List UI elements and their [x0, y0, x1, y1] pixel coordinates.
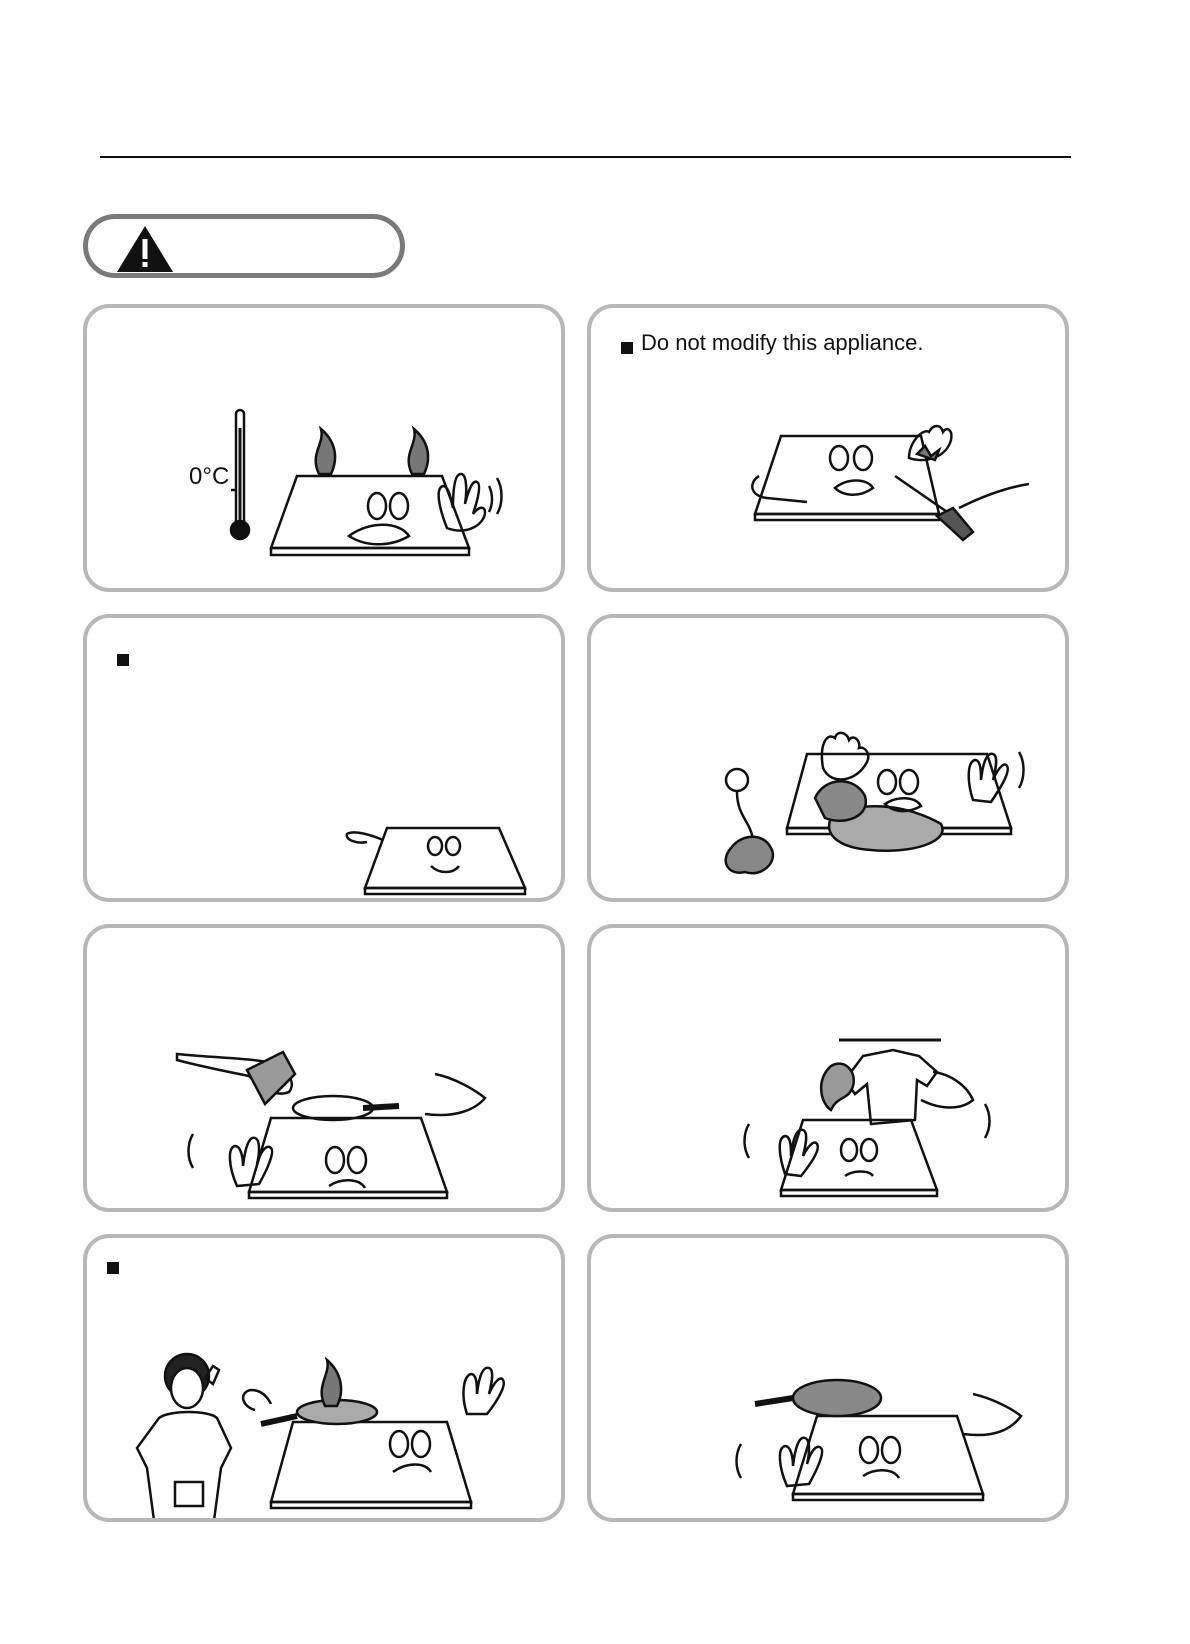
panel-do-not-modify	[587, 304, 1069, 592]
panel-freezing	[83, 304, 565, 592]
cooktop-fire-cold-illustration	[87, 308, 565, 592]
thermometer-label: 0°C	[189, 463, 230, 490]
hand-touching-hot-pan-illustration	[87, 928, 565, 1212]
warning-badge	[83, 214, 405, 278]
panel-ventilation	[83, 614, 565, 902]
panel-gas-leak	[587, 614, 1069, 902]
panel-hot-surface	[83, 924, 565, 1212]
cooktop-screwdriver-illustration	[591, 308, 1069, 592]
cooktop-gas-hose-illustration	[591, 618, 1069, 902]
woman-on-phone-fire-illustration	[87, 1238, 565, 1522]
smiling-cooktop-illustration	[87, 618, 565, 902]
warning-triangle-icon	[115, 224, 175, 274]
panel-pan-size	[587, 1234, 1069, 1522]
pan-on-cooktop-illustration	[591, 1238, 1069, 1522]
header-rule	[100, 156, 1071, 158]
panel-unattended	[83, 1234, 565, 1522]
panel-clothes-drying	[587, 924, 1069, 1212]
cloth-over-cooktop-illustration	[591, 928, 1069, 1212]
panel-caption: Do not modify this appliance.	[641, 330, 924, 355]
